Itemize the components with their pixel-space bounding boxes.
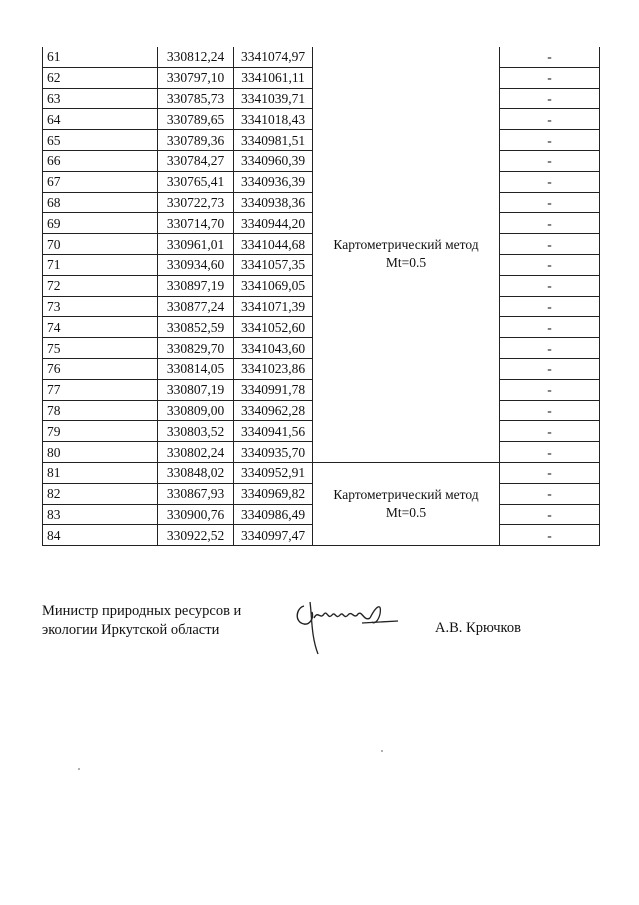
point-number-cell: 77 <box>43 379 158 400</box>
x-coordinate-cell: 330789,36 <box>158 130 234 151</box>
y-coordinate-cell: 3340997,47 <box>234 525 313 546</box>
x-coordinate-cell: 330852,59 <box>158 317 234 338</box>
y-coordinate-cell: 3340935,70 <box>234 442 313 463</box>
signatory-name: А.В. Крючков <box>435 620 521 636</box>
point-number-cell: 81 <box>43 462 158 483</box>
point-number-cell: 62 <box>43 67 158 88</box>
point-number-cell: 80 <box>43 442 158 463</box>
signatory-title-line1: Министр природных ресурсов и <box>42 603 242 619</box>
x-coordinate-cell: 330848,02 <box>158 462 234 483</box>
y-coordinate-cell: 3341069,05 <box>234 275 313 296</box>
signatory-title-line2: экологии Иркутской области <box>42 622 220 638</box>
point-number-cell: 66 <box>43 150 158 171</box>
point-number-cell: 61 <box>43 47 158 67</box>
y-coordinate-cell: 3340969,82 <box>234 483 313 504</box>
y-coordinate-cell: 3341057,35 <box>234 254 313 275</box>
x-coordinate-cell: 330765,41 <box>158 171 234 192</box>
y-coordinate-cell: 3340938,36 <box>234 192 313 213</box>
method-cell: Картометрический метод Mt=0.5 <box>313 47 500 462</box>
y-coordinate-cell: 3340936,39 <box>234 171 313 192</box>
point-number-cell: 73 <box>43 296 158 317</box>
y-coordinate-cell: 3340991,78 <box>234 379 313 400</box>
x-coordinate-cell: 330812,24 <box>158 47 234 67</box>
point-number-cell: 70 <box>43 234 158 255</box>
accuracy-cell: - <box>500 213 600 234</box>
accuracy-cell: - <box>500 462 600 483</box>
x-coordinate-cell: 330877,24 <box>158 296 234 317</box>
y-coordinate-cell: 3340944,20 <box>234 213 313 234</box>
scan-speck <box>381 750 383 752</box>
y-coordinate-cell: 3340962,28 <box>234 400 313 421</box>
y-coordinate-cell: 3341074,97 <box>234 47 313 67</box>
x-coordinate-cell: 330814,05 <box>158 358 234 379</box>
x-coordinate-cell: 330809,00 <box>158 400 234 421</box>
point-number-cell: 74 <box>43 317 158 338</box>
x-coordinate-cell: 330829,70 <box>158 338 234 359</box>
x-coordinate-cell: 330802,24 <box>158 442 234 463</box>
point-number-cell: 83 <box>43 504 158 525</box>
accuracy-cell: - <box>500 275 600 296</box>
accuracy-cell: - <box>500 317 600 338</box>
point-number-cell: 67 <box>43 171 158 192</box>
accuracy-cell: - <box>500 88 600 109</box>
x-coordinate-cell: 330803,52 <box>158 421 234 442</box>
y-coordinate-cell: 3341052,60 <box>234 317 313 338</box>
accuracy-cell: - <box>500 379 600 400</box>
accuracy-cell: - <box>500 358 600 379</box>
y-coordinate-cell: 3341044,68 <box>234 234 313 255</box>
y-coordinate-cell: 3341061,11 <box>234 67 313 88</box>
accuracy-cell: - <box>500 47 600 67</box>
table-row <box>43 462 600 483</box>
y-coordinate-cell: 3341023,86 <box>234 358 313 379</box>
coordinates-table <box>42 47 600 546</box>
accuracy-cell: - <box>500 234 600 255</box>
x-coordinate-cell: 330900,76 <box>158 504 234 525</box>
x-coordinate-cell: 330722,73 <box>158 192 234 213</box>
y-coordinate-cell: 3340952,91 <box>234 462 313 483</box>
accuracy-cell: - <box>500 483 600 504</box>
accuracy-cell: - <box>500 109 600 130</box>
accuracy-cell: - <box>500 525 600 546</box>
y-coordinate-cell: 3340986,49 <box>234 504 313 525</box>
table-row <box>43 47 600 67</box>
y-coordinate-cell: 3340981,51 <box>234 130 313 151</box>
x-coordinate-cell: 330789,65 <box>158 109 234 130</box>
handwritten-signature <box>292 596 402 658</box>
point-number-cell: 71 <box>43 254 158 275</box>
scan-speck <box>78 768 80 770</box>
point-number-cell: 72 <box>43 275 158 296</box>
x-coordinate-cell: 330797,10 <box>158 67 234 88</box>
y-coordinate-cell: 3340941,56 <box>234 421 313 442</box>
method-cell: Картометрический метод Mt=0.5 <box>313 462 500 545</box>
point-number-cell: 79 <box>43 421 158 442</box>
accuracy-cell: - <box>500 421 600 442</box>
accuracy-cell: - <box>500 171 600 192</box>
accuracy-cell: - <box>500 338 600 359</box>
x-coordinate-cell: 330807,19 <box>158 379 234 400</box>
x-coordinate-cell: 330934,60 <box>158 254 234 275</box>
x-coordinate-cell: 330867,93 <box>158 483 234 504</box>
point-number-cell: 82 <box>43 483 158 504</box>
accuracy-cell: - <box>500 130 600 151</box>
point-number-cell: 84 <box>43 525 158 546</box>
point-number-cell: 63 <box>43 88 158 109</box>
point-number-cell: 75 <box>43 338 158 359</box>
y-coordinate-cell: 3341039,71 <box>234 88 313 109</box>
accuracy-cell: - <box>500 504 600 525</box>
x-coordinate-cell: 330922,52 <box>158 525 234 546</box>
accuracy-cell: - <box>500 192 600 213</box>
accuracy-cell: - <box>500 400 600 421</box>
signatory-title <box>42 602 241 640</box>
point-number-cell: 65 <box>43 130 158 151</box>
point-number-cell: 68 <box>43 192 158 213</box>
accuracy-cell: - <box>500 67 600 88</box>
point-number-cell: 69 <box>43 213 158 234</box>
x-coordinate-cell: 330961,01 <box>158 234 234 255</box>
y-coordinate-cell: 3341018,43 <box>234 109 313 130</box>
accuracy-cell: - <box>500 150 600 171</box>
y-coordinate-cell: 3340960,39 <box>234 150 313 171</box>
x-coordinate-cell: 330785,73 <box>158 88 234 109</box>
accuracy-cell: - <box>500 442 600 463</box>
point-number-cell: 64 <box>43 109 158 130</box>
y-coordinate-cell: 3341071,39 <box>234 296 313 317</box>
accuracy-cell: - <box>500 254 600 275</box>
x-coordinate-cell: 330714,70 <box>158 213 234 234</box>
point-number-cell: 76 <box>43 358 158 379</box>
x-coordinate-cell: 330897,19 <box>158 275 234 296</box>
accuracy-cell: - <box>500 296 600 317</box>
point-number-cell: 78 <box>43 400 158 421</box>
x-coordinate-cell: 330784,27 <box>158 150 234 171</box>
y-coordinate-cell: 3341043,60 <box>234 338 313 359</box>
